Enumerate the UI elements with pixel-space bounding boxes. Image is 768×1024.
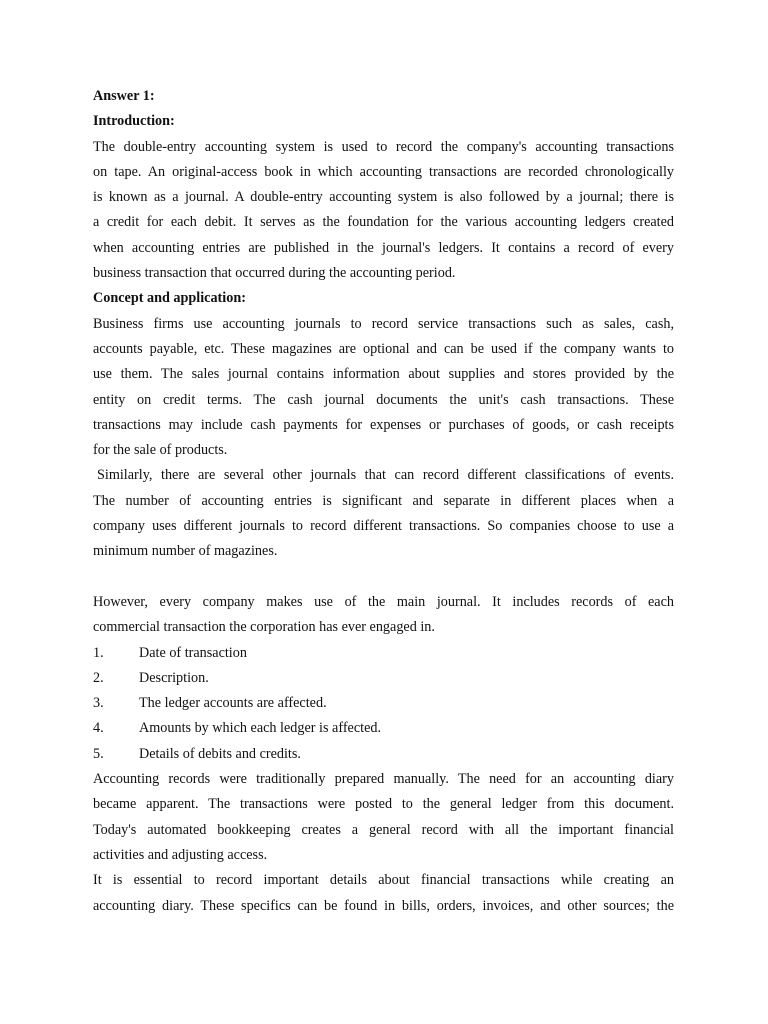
document-page xyxy=(93,84,674,919)
list-number: 3. xyxy=(93,695,104,712)
text-line: transactions may include cash payments for expenses or purchases of goods, or cash receipts xyxy=(93,416,674,433)
text-line: Accounting records were traditionally prepared manually. The need for an accounting diary xyxy=(93,771,674,788)
text-line: accounting diary. These specifics can be found in bills, orders, invoices, and other sources; the xyxy=(93,897,674,914)
concept-paragraph-3 xyxy=(93,590,674,641)
text-line: Similarly, there are several other journals that can record different classifications of events. xyxy=(97,467,674,484)
text-line: minimum number of magazines. xyxy=(93,543,278,560)
text-line: accounts payable, etc. These magazines are optional and can be used if the company wants to xyxy=(93,340,674,357)
list-item xyxy=(93,666,674,691)
list-item xyxy=(93,641,674,666)
journal-contents-list xyxy=(93,641,674,767)
list-item xyxy=(93,716,674,741)
list-text: Date of transaction xyxy=(139,644,247,661)
concept-paragraph-4 xyxy=(93,767,674,868)
list-text: The ledger accounts are affected. xyxy=(139,695,327,712)
text-line: is known as a journal. A double-entry accounting system is also followed by a journal; there is xyxy=(93,189,674,206)
concept-paragraph-2 xyxy=(93,463,674,564)
blank-line xyxy=(93,565,674,590)
text-line: company uses different journals to record different transactions. So companies choose to use a xyxy=(93,518,674,535)
answer-title: Answer 1: xyxy=(93,88,155,104)
text-line: Business firms use accounting journals to record service transactions such as sales, cash, xyxy=(93,315,674,332)
introduction-paragraph xyxy=(93,135,674,287)
list-item xyxy=(93,691,674,716)
text-line: when accounting entries are published in the journal's ledgers. It contains a record of every xyxy=(93,239,674,256)
list-text: Description. xyxy=(139,669,209,686)
text-line: activities and adjusting access. xyxy=(93,846,268,863)
text-line: The double-entry accounting system is used to record the company's accounting transactions xyxy=(93,138,674,155)
text-line: became apparent. The transactions were posted to the general ledger from this document. xyxy=(93,796,674,813)
list-number: 5. xyxy=(93,745,104,762)
concept-paragraph-1 xyxy=(93,312,674,464)
text-line: commercial transaction the corporation has ever engaged in. xyxy=(93,619,435,636)
text-line: business transaction that occurred during the accounting period. xyxy=(93,265,456,282)
list-number: 1. xyxy=(93,644,104,661)
list-text: Details of debits and credits. xyxy=(139,745,301,762)
text-line: The number of accounting entries is significant and separate in different places when a xyxy=(93,492,674,509)
text-line: Today's automated bookkeeping creates a general record with all the important financial xyxy=(93,821,674,838)
text-line: However, every company makes use of the main journal. It includes records of each xyxy=(93,593,674,610)
text-line: use them. The sales journal contains information about supplies and stores provided by the xyxy=(93,366,674,383)
text-line: entity on credit terms. The cash journal documents the unit's cash transactions. These xyxy=(93,391,674,408)
concept-heading: Concept and application: xyxy=(93,290,246,307)
concept-paragraph-5 xyxy=(93,868,674,919)
text-line: on tape. An original-access book in which accounting transactions are recorded chronologically xyxy=(93,163,674,180)
list-item xyxy=(93,742,674,767)
introduction-heading: Introduction: xyxy=(93,113,175,130)
text-line: for the sale of products. xyxy=(93,442,228,459)
text-line: It is essential to record important details about financial transactions while creating an xyxy=(93,872,674,889)
text-line: a credit for each debit. It serves as the foundation for the various accounting ledgers created xyxy=(93,214,674,231)
list-number: 4. xyxy=(93,720,104,737)
list-text: Amounts by which each ledger is affected. xyxy=(139,720,382,737)
list-number: 2. xyxy=(93,669,104,686)
